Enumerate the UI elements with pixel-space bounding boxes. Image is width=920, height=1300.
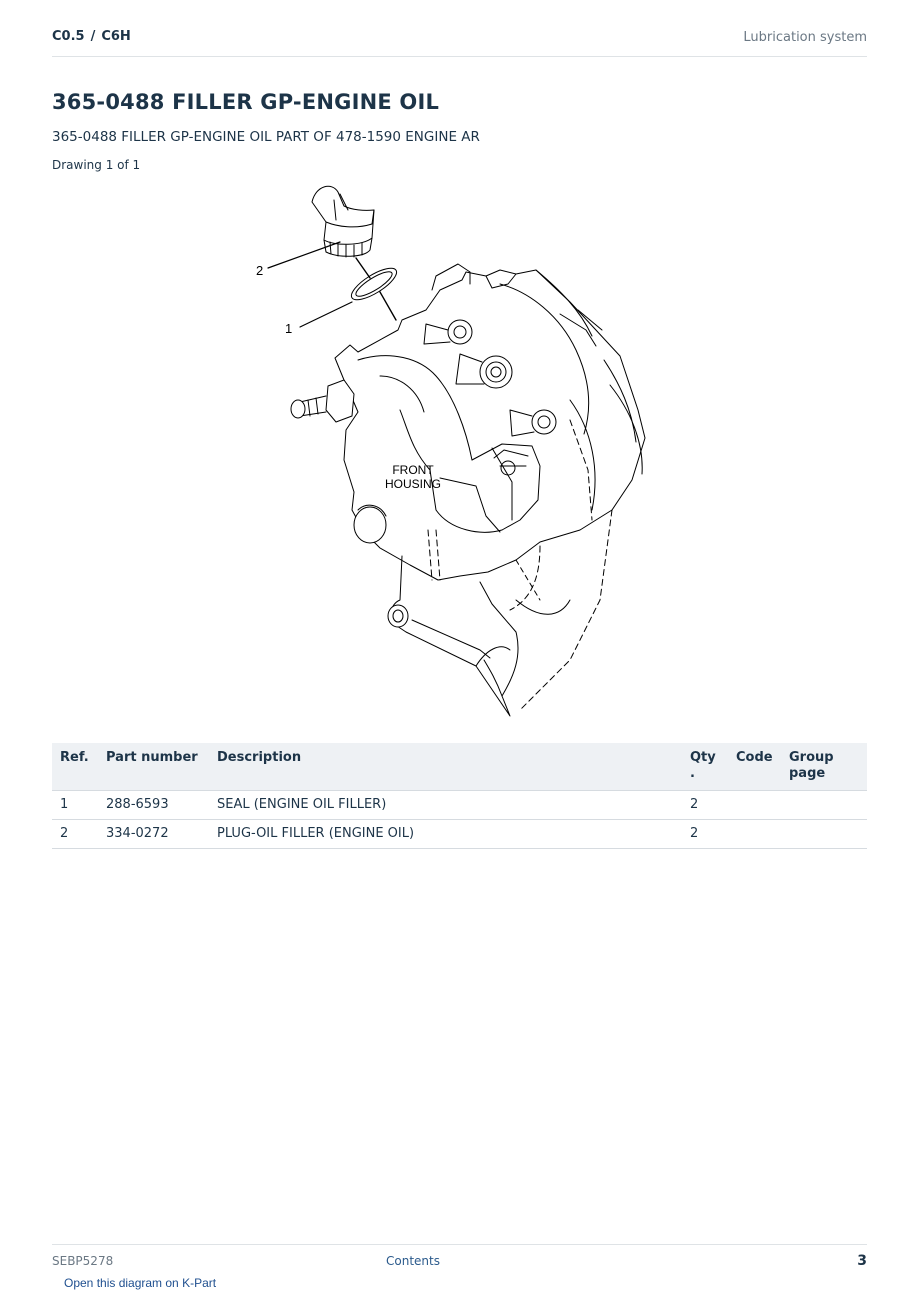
col-header-description: Description — [209, 743, 682, 791]
contents-link[interactable]: Contents — [386, 1254, 440, 1268]
breadcrumb-serial[interactable]: C6H — [101, 29, 131, 44]
page-footer — [52, 1244, 867, 1275]
col-header-ref: Ref. — [52, 743, 98, 791]
page-header — [52, 28, 867, 57]
breadcrumb-model[interactable]: C0.5 — [52, 29, 85, 44]
parts-table — [52, 743, 867, 849]
parts-diagram — [240, 180, 680, 725]
oil-filler-plug-drawing — [312, 186, 374, 257]
document-id: SEBP5278 — [52, 1254, 114, 1268]
side-bolt-drawing — [291, 380, 354, 422]
breadcrumb-separator: / — [90, 29, 96, 44]
col-header-code: Code — [728, 743, 781, 791]
front-housing-label-line2: HOUSING — [384, 477, 442, 491]
breadcrumb — [52, 29, 131, 44]
open-kpart-link[interactable]: Open this diagram on K-Part — [64, 1276, 217, 1290]
cell-description: SEAL (ENGINE OIL FILLER) — [209, 791, 682, 820]
callout-2: 2 — [256, 263, 264, 278]
col-header-group-line2: page — [789, 766, 826, 781]
table-row — [52, 820, 867, 849]
cell-part-number[interactable]: 334-0272 — [98, 820, 209, 849]
cell-part-number[interactable]: 288-6593 — [98, 791, 209, 820]
parts-table-header — [52, 743, 867, 791]
cell-group-page — [781, 820, 867, 849]
cell-ref: 2 — [52, 820, 98, 849]
cell-group-page — [781, 791, 867, 820]
cell-qty: 2 — [682, 791, 728, 820]
cell-code — [728, 791, 781, 820]
page-number: 3 — [857, 1253, 867, 1269]
col-header-qty-line2: . — [690, 766, 695, 781]
seal-ring-drawing — [347, 263, 401, 306]
cell-qty: 2 — [682, 820, 728, 849]
cell-description: PLUG-OIL FILLER (ENGINE OIL) — [209, 820, 682, 849]
drawing-count: Drawing 1 of 1 — [52, 158, 141, 172]
front-housing-label-line1: FRONT — [392, 463, 434, 477]
col-header-group-page — [781, 743, 867, 791]
page-title: 365-0488 FILLER GP-ENGINE OIL — [52, 90, 440, 114]
col-header-group-line1: Group — [789, 750, 834, 765]
page-subtitle: 365-0488 FILLER GP-ENGINE OIL PART OF 478-1590 ENGINE AR — [52, 129, 480, 145]
col-header-part-number: Part number — [98, 743, 209, 791]
col-header-qty — [682, 743, 728, 791]
parts-diagram-drawing — [240, 180, 680, 725]
col-header-qty-line1: Qty — [690, 750, 716, 765]
table-row — [52, 791, 867, 820]
callout-1: 1 — [285, 321, 293, 336]
cell-ref: 1 — [52, 791, 98, 820]
cell-code — [728, 820, 781, 849]
section-name: Lubrication system — [743, 30, 867, 45]
